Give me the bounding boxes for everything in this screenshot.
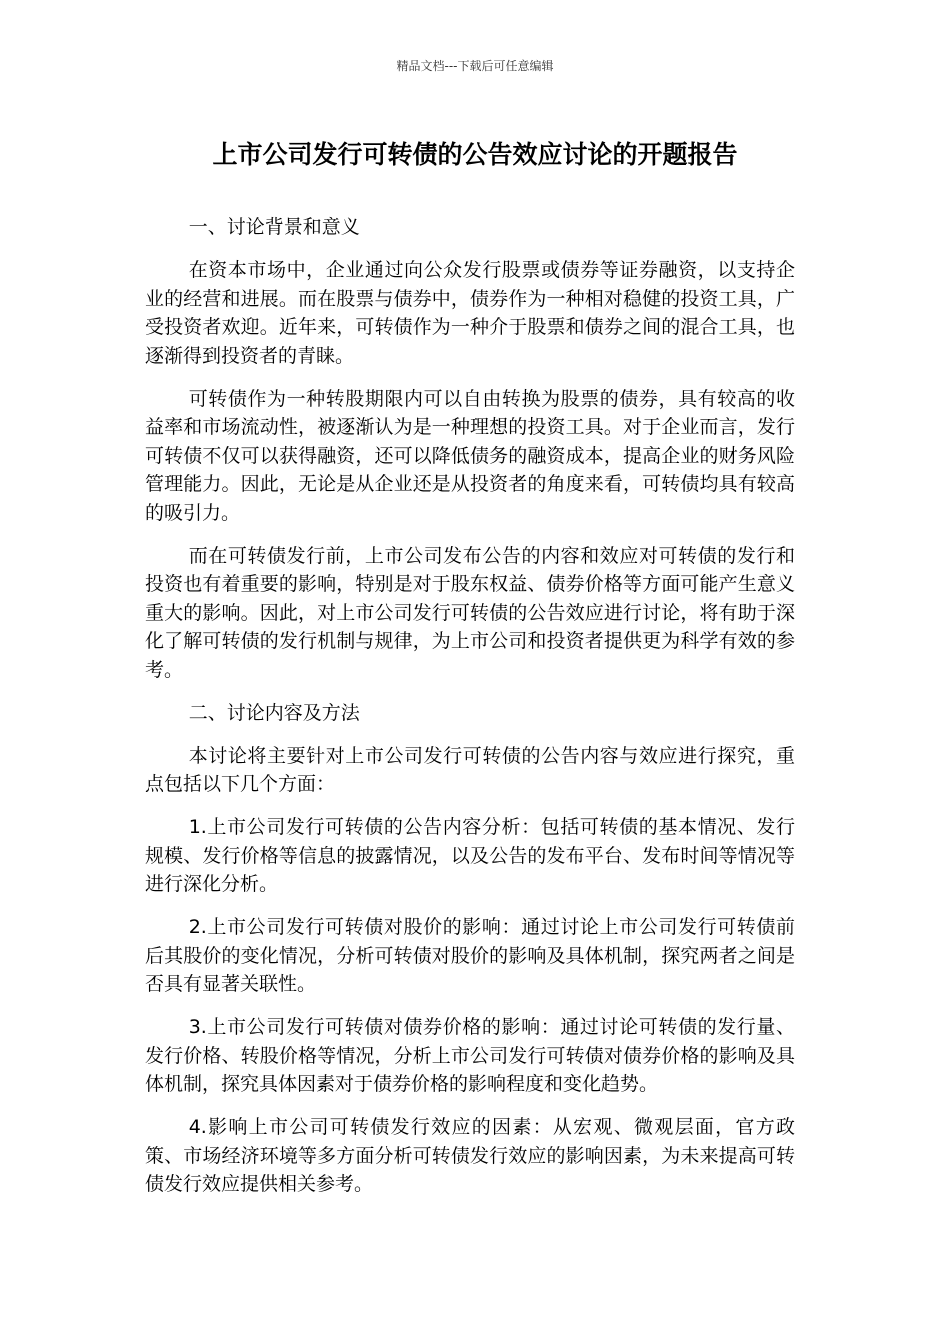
list-item: 2.上市公司发行可转债对股价的影响：通过讨论上市公司发行可转债前后其股价的变化情况，分析可转债对股价的影响及具体机制，探究两者之间是否具有显著关联性。 [145,916,795,995]
list-item: 3.上市公司发行可转债对债券价格的影响：通过讨论可转债的发行量、发行价格、转股价格等情况，分析上市公司发行可转债对债券价格的影响及具体机制，探究具体因素对于债券价格的影响程度和变化趋势。 [145,1016,795,1095]
document-body [145,213,795,1213]
list-item: 4.影响上市公司可转债发行效应的因素：从宏观、微观层面，官方政策、市场经济环境等多方面分析可转债发行效应的影响因素，为未来提高可转债发行效应提供相关参考。 [145,1116,795,1195]
section-heading-content-method: 二、讨论内容及方法 [188,701,360,724]
section-heading-background: 一、讨论背景和意义 [188,216,360,238]
paragraph: 可转债作为一种转股期限内可以自由转换为股票的债券，具有较高的收益率和市场流动性，被逐渐认为是一种理想的投资工具。对于企业而言，发行可转债不仅可以获得融资，还可以降低债务的融资成本，提高企业的财务风险管理能力。因此，无论是从企业还是从投资者的角度来看，可转债均具有较高的吸引力。 [145,387,795,524]
paragraph: 本讨论将主要针对上市公司发行可转债的公告内容与效应进行探究，重点包括以下几个方面： [145,744,795,795]
header-note: 精品文档---下载后可任意编辑 [396,59,554,73]
document-title: 上市公司发行可转债的公告效应讨论的开题报告 [212,140,738,169]
paragraph: 而在可转债发行前，上市公司发布公告的内容和效应对可转债的发行和投资也有着重要的影响，特别是对于股东权益、债券价格等方面可能产生意义重大的影响。因此，对上市公司发行可转债的公告效应进行讨论，将有助于深化了解可转债的发行机制与规律，为上市公司和投资者提供更为科学有效的参考。 [145,544,795,681]
paragraph: 在资本市场中，企业通过向公众发行股票或债券等证券融资，以支持企业的经营和进展。而在股票与债券中，债券作为一种相对稳健的投资工具，广受投资者欢迎。近年来，可转债作为一种介于股票和债券之间的混合工具，也逐渐得到投资者的青睐。 [145,259,795,367]
list-item: 1.上市公司发行可转债的公告内容分析：包括可转债的基本情况、发行规模、发行价格等信息的披露情况，以及公告的发布平台、发布时间等情况等进行深化分析。 [145,816,795,895]
